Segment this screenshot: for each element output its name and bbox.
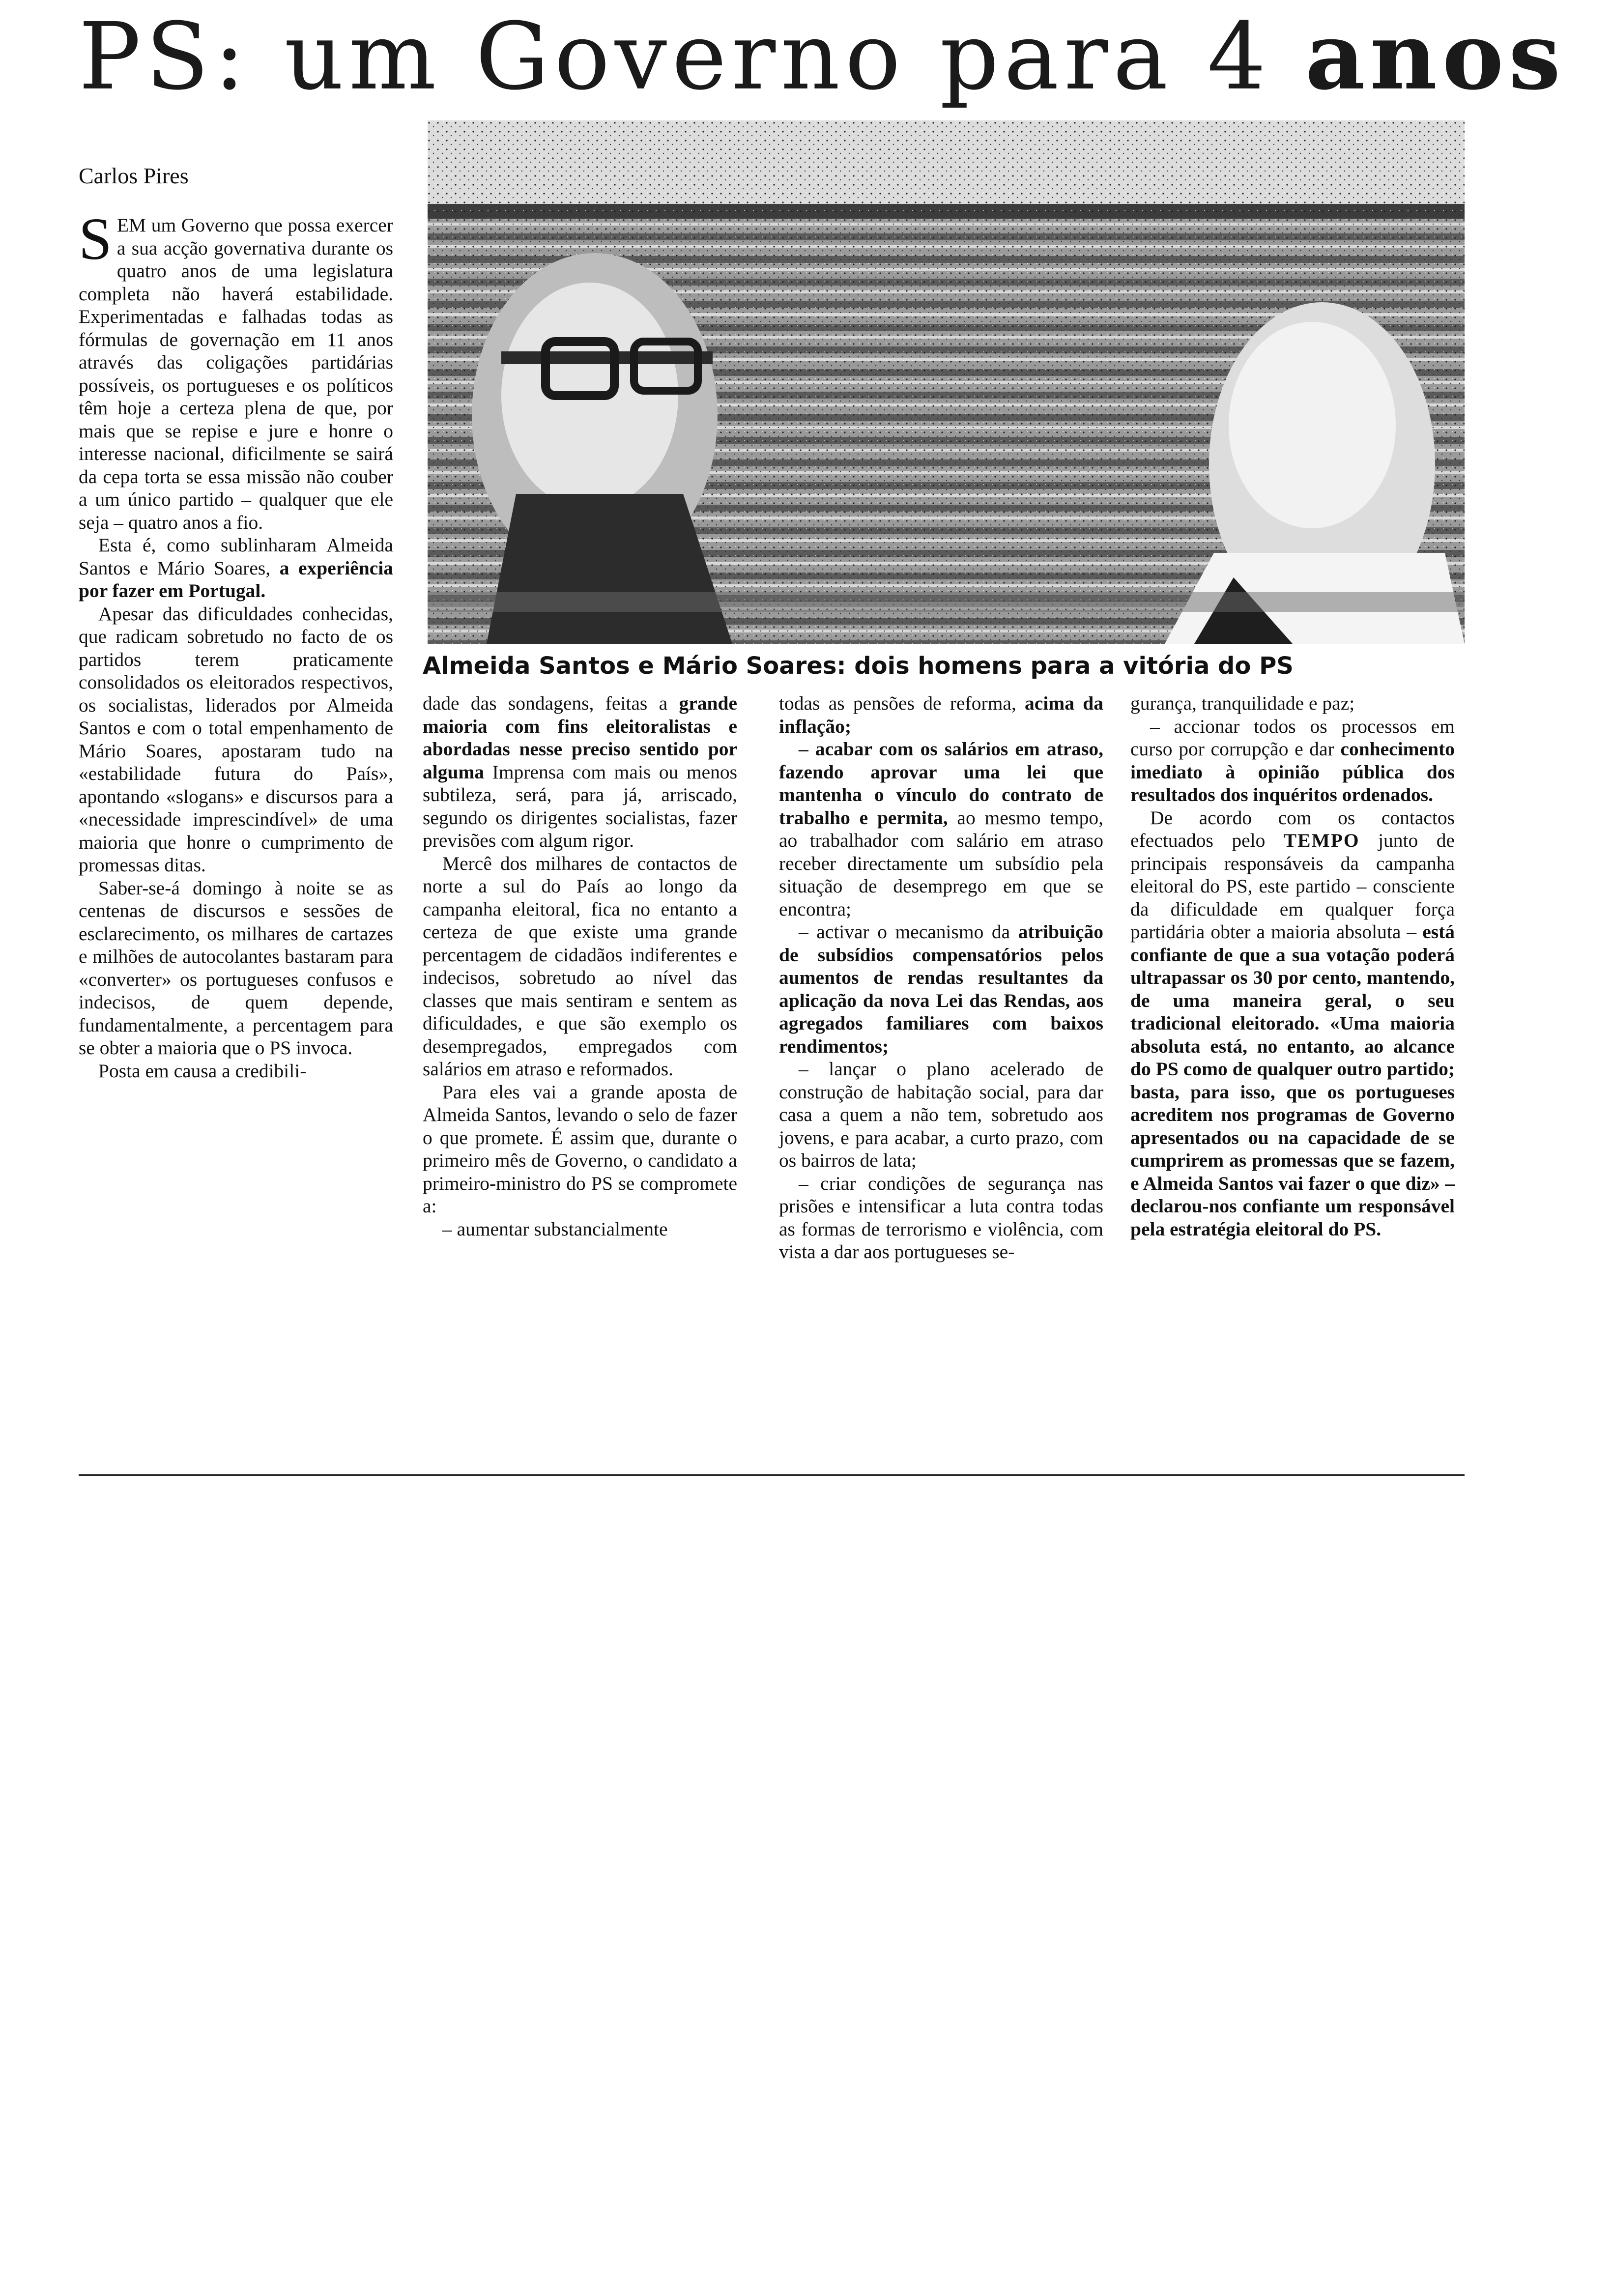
paragraph: [779, 920, 1103, 1058]
paragraph: Para eles vai a grande aposta de Almeida Santos, levando o selo de fazer o que promete. É assim que, durante o primeiro mês de Governo, o candidato a primeiro-ministro do PS se compromete a:: [423, 1081, 737, 1217]
paragraph: [779, 738, 1103, 920]
paragraph: [779, 692, 1103, 738]
paragraph-emphasis: conhecimento imediato à opinião pública dos resultados dos inquéritos ordenados.: [1130, 738, 1455, 805]
paragraph: gurança, tranquilidade e paz;: [1130, 692, 1355, 714]
publication-name: TEMPO: [1283, 830, 1360, 851]
lead-text: EM um Governo que possa exercer a sua acção governativa durante os quatro anos de uma legislatura completa não haverá estabilidade. Experimentadas e falhadas todas as fórmulas de governação em 11 anos através das coligações partidárias possíveis, os portugueses e os políticos têm hoje a certeza plena de que, por mais que se repise e jure e honre o interesse nacional, dificilmente se sairá da cepa torta se essa missão não couber a um único partido – qualquer que ele seja – quatro anos a fio.: [79, 214, 393, 533]
article-column-1: [79, 206, 394, 1082]
photo-caption: Almeida Santos e Mário Soares: dois homens para a vitória do PS: [423, 652, 1294, 680]
paragraph-text: Imprensa com mais ou menos subtileza, será, para já, arriscado, segundo os dirigentes socialistas, fazer previsões com algum rigor.: [423, 761, 737, 851]
paragraph-emphasis: a experiência por fazer em Portugal.: [79, 557, 394, 602]
paragraph-text: ao mesmo tempo, ao trabalhador com salário em atraso receber directamente um subsídio pela situação de desemprego em que se encontra;: [779, 806, 1103, 920]
headline-main: PS: um Governo para 4: [79, 3, 1305, 111]
article-photo: [428, 120, 1465, 644]
paragraph: – lançar o plano acelerado de construção de habitação social, para dar casa a quem a não tem, sobretudo aos jovens, e para acabar, a curto prazo, com os bairros de lata;: [779, 1058, 1103, 1171]
paragraph: Mercê dos milhares de contactos de norte a sul do País ao longo da campanha eleitoral, fica no entanto a certeza de que existe uma grande percentagem de cidadãos indiferentes e indecisos, sobretudo ao nível das classes que mais sentiram e sentem as dificuldades, e que são exemplo os desempregados, empregados com salários em atraso e reformados.: [423, 852, 737, 1080]
paragraph-emphasis: – acabar com os salários em atraso, fazendo aprovar uma lei que mantenha o vínculo do contrato de trabalho e permita,: [779, 738, 1103, 829]
paragraph: [79, 206, 393, 534]
paragraph: Posta em causa a credibili-: [98, 1060, 307, 1082]
paragraph-emphasis: está confiante de que a sua votação poderá ultrapassar os 30 por cento, mantendo, de uma maneira geral, o seu tradicional eleitorado. «Uma maioria absoluta está, no entanto, ao alcance do PS como de qualquer outro partido; basta, para isso, que os portugueses acreditem nos programas de Governo apresentados ou na capacidade de se cumprirem as promessas que se fazem, e Almeida Santos vai fazer o que diz» – declarou-nos confiante um responsável pela estratégia eleitoral do PS.: [1130, 921, 1455, 1240]
headline: [79, 0, 1566, 113]
paragraph-emphasis: acima da inflação;: [779, 692, 1103, 737]
paragraph-emphasis: grande maioria com fins eleitoralistas e abordadas nesse preciso sentido por alguma: [423, 692, 737, 783]
paragraph-text: – accionar todos os processos em curso por corrupção e dar: [1130, 715, 1455, 760]
byline: Carlos Pires: [79, 163, 189, 188]
article-column-4: [1130, 692, 1455, 1240]
paragraph-text: junto de principais responsáveis da campanha eleitoral do PS, este partido – consciente da dificuldade em qualquer força partidária obter a maioria absoluta –: [1130, 830, 1455, 943]
paragraph-text: dade das sondagens, feitas a: [423, 692, 679, 714]
headline-emphasis: anos: [1305, 2, 1566, 111]
article-column-2: [423, 692, 737, 1240]
paragraph: Saber-se-á domingo à noite se as centenas de discursos e sessões de esclarecimento, os milhares de cartazes e milhões de autocolantes bastaram para «converter» os portugueses confusos e indecisos, de quem depende, fundamentalmente, a percentagem para se obter a maioria que o PS invoca.: [79, 877, 393, 1059]
paragraph: Apesar das dificuldades conhecidas, que radicam sobretudo no facto de os partidos terem praticamente consolidados os eleitorados respectivos, os socialistas, liderados por Almeida Santos e com o total empenhamento de Mário Soares, apostaram tudo na «estabilidade futura do País», apontando «slogans» e discursos para a «necessidade imprescindível» de uma maioria que honre o cumprimento de promessas ditas.: [79, 603, 393, 876]
paragraph-emphasis: atribuição de subsídios compensatórios pelos aumentos de rendas resultantes da aplicação da nova Lei das Rendas, aos agregados familiares com baixos rendimentos;: [779, 921, 1103, 1057]
paragraph: [423, 692, 737, 852]
paragraph-text: – activar o mecanismo da: [799, 921, 1018, 943]
paragraph: [79, 534, 393, 603]
paragraph: [1130, 806, 1455, 1241]
paragraph: – criar condições de segurança nas prisões e intensificar a luta contra todas as formas de terrorismo e violência, com vista a dar aos portugueses se-: [779, 1172, 1103, 1263]
bottom-rule: [79, 1474, 1465, 1476]
paragraph-text: Esta é, como sublinharam Almeida Santos e Mário Soares,: [79, 534, 393, 579]
article-column-3: [779, 692, 1103, 1263]
drop-cap: S: [79, 206, 112, 272]
paragraph: – aumentar substancialmente: [442, 1218, 668, 1240]
paragraph-text: De acordo com os contactos efectuados pelo: [1130, 806, 1455, 851]
paragraph: [1130, 715, 1455, 806]
paragraph-text: todas as pensões de reforma,: [779, 692, 1025, 714]
